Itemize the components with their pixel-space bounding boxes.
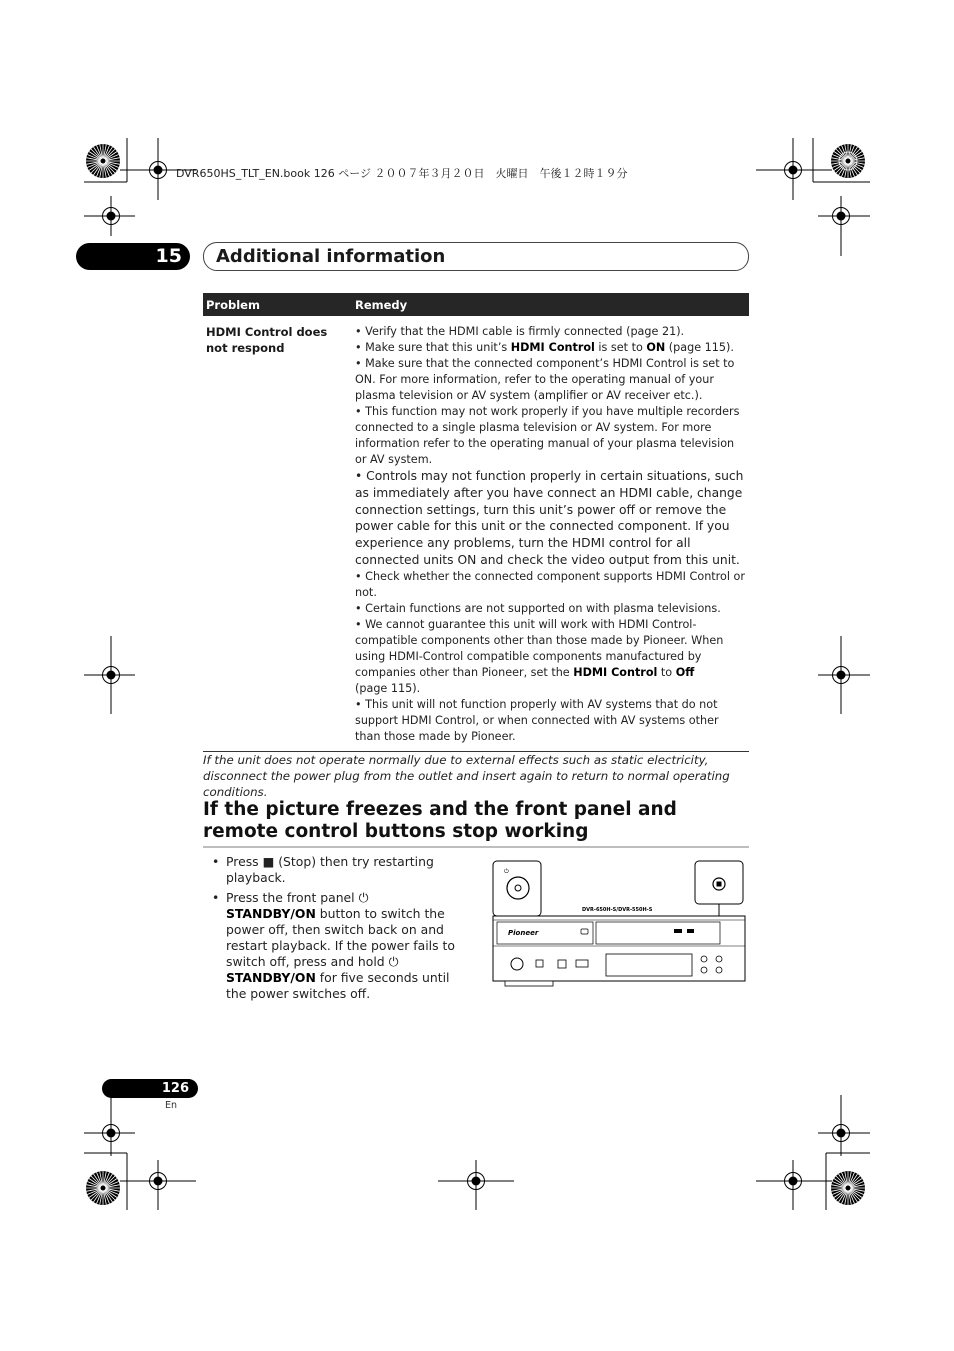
chapter-number-tab: 15 xyxy=(76,243,190,270)
remedy-item: • This function may not work properly if you have multiple recorders connected to a single plasma television or AV system. For more information refer to the operating manual of your plasma television or AV system. xyxy=(355,405,740,466)
remedy-item: • Make sure that the connected component’s HDMI Control is set to ON. For more information, refer to the operating manual of your plasma television or AV system (amplifier or AV receiver etc.). xyxy=(355,357,735,402)
remedy-column-header: Remedy xyxy=(351,293,749,316)
remedy-item: • Controls may not function properly in certain situations, such as immediately after you have connect an HDMI cable, change connection settings, turn this unit’s power off or remove the power cable for this unit or the connected component. If you experience any problems, turn the HDMI control for all connected units ON and check the video output from this unit. xyxy=(355,469,744,567)
power-icon: ⏻ xyxy=(358,890,369,905)
list-item: • Press the front panel ⏻ STANDBY/ON button to switch the power off, then switch back on and restart playback. If the power fails to switch off, press and hold ⏻ STANDBY/ON for five seconds until the power switches off. xyxy=(212,890,462,1002)
stop-icon: ■ xyxy=(262,854,275,869)
brand-logo: Pioneer xyxy=(508,929,539,937)
book-file-info: DVR650HS_TLT_EN.book 126 ページ ２００７年３月２０日 火曜日 午後１２時１９分 xyxy=(176,167,628,180)
model-label: DVR-650H-S/DVR-550H-S xyxy=(582,907,653,913)
problem-cell: HDMI Control does not respond xyxy=(206,325,328,355)
svg-text:⏻: ⏻ xyxy=(504,868,509,875)
problem-column-header: Problem xyxy=(203,293,351,316)
table-header-row xyxy=(203,293,749,316)
table-row xyxy=(203,316,749,751)
static-electricity-note: If the unit does not operate normally due to external effects such as static electricity, disconnect the power plug from the outlet and insert again to return to normal operating conditions. xyxy=(203,753,730,799)
recorder-front-panel-illustration xyxy=(490,858,746,990)
steps-list xyxy=(212,854,462,1006)
remedy-item: • Make sure that this unit’s HDMI Control is set to ON (page 115). xyxy=(355,341,734,354)
chapter-title: Additional information xyxy=(203,242,749,271)
remedy-item: • We cannot guarantee this unit will work with HDMI Control-compatible components other than those made by Pioneer. When using HDMI-Control compatible components manufactured by companies other than Pioneer, set the HDMI Control to Off (page 115). xyxy=(355,617,724,695)
troubleshooting-table xyxy=(203,293,749,752)
power-icon: ⏻ xyxy=(388,954,399,969)
remedy-item: • Verify that the HDMI cable is firmly connected (page 21). xyxy=(355,325,685,338)
remedy-item: • Certain functions are not supported on with plasma televisions. xyxy=(355,601,721,615)
stop-button-icon xyxy=(713,878,725,890)
page-number: 126 xyxy=(102,1079,198,1098)
section-heading-rule xyxy=(203,846,749,848)
list-item: • Press ■ (Stop) then try restarting playback. xyxy=(212,854,462,886)
language-code: En xyxy=(165,1100,178,1111)
remedy-item: • Check whether the connected component supports HDMI Control or not. xyxy=(355,569,745,599)
remedy-item: • This unit will not function properly with AV systems that do not support HDMI Control, or when connected with AV systems other than those made by Pioneer. xyxy=(355,697,719,743)
section-heading: If the picture freezes and the front panel and remote control buttons stop working xyxy=(203,799,677,842)
remedy-cell xyxy=(351,316,749,751)
